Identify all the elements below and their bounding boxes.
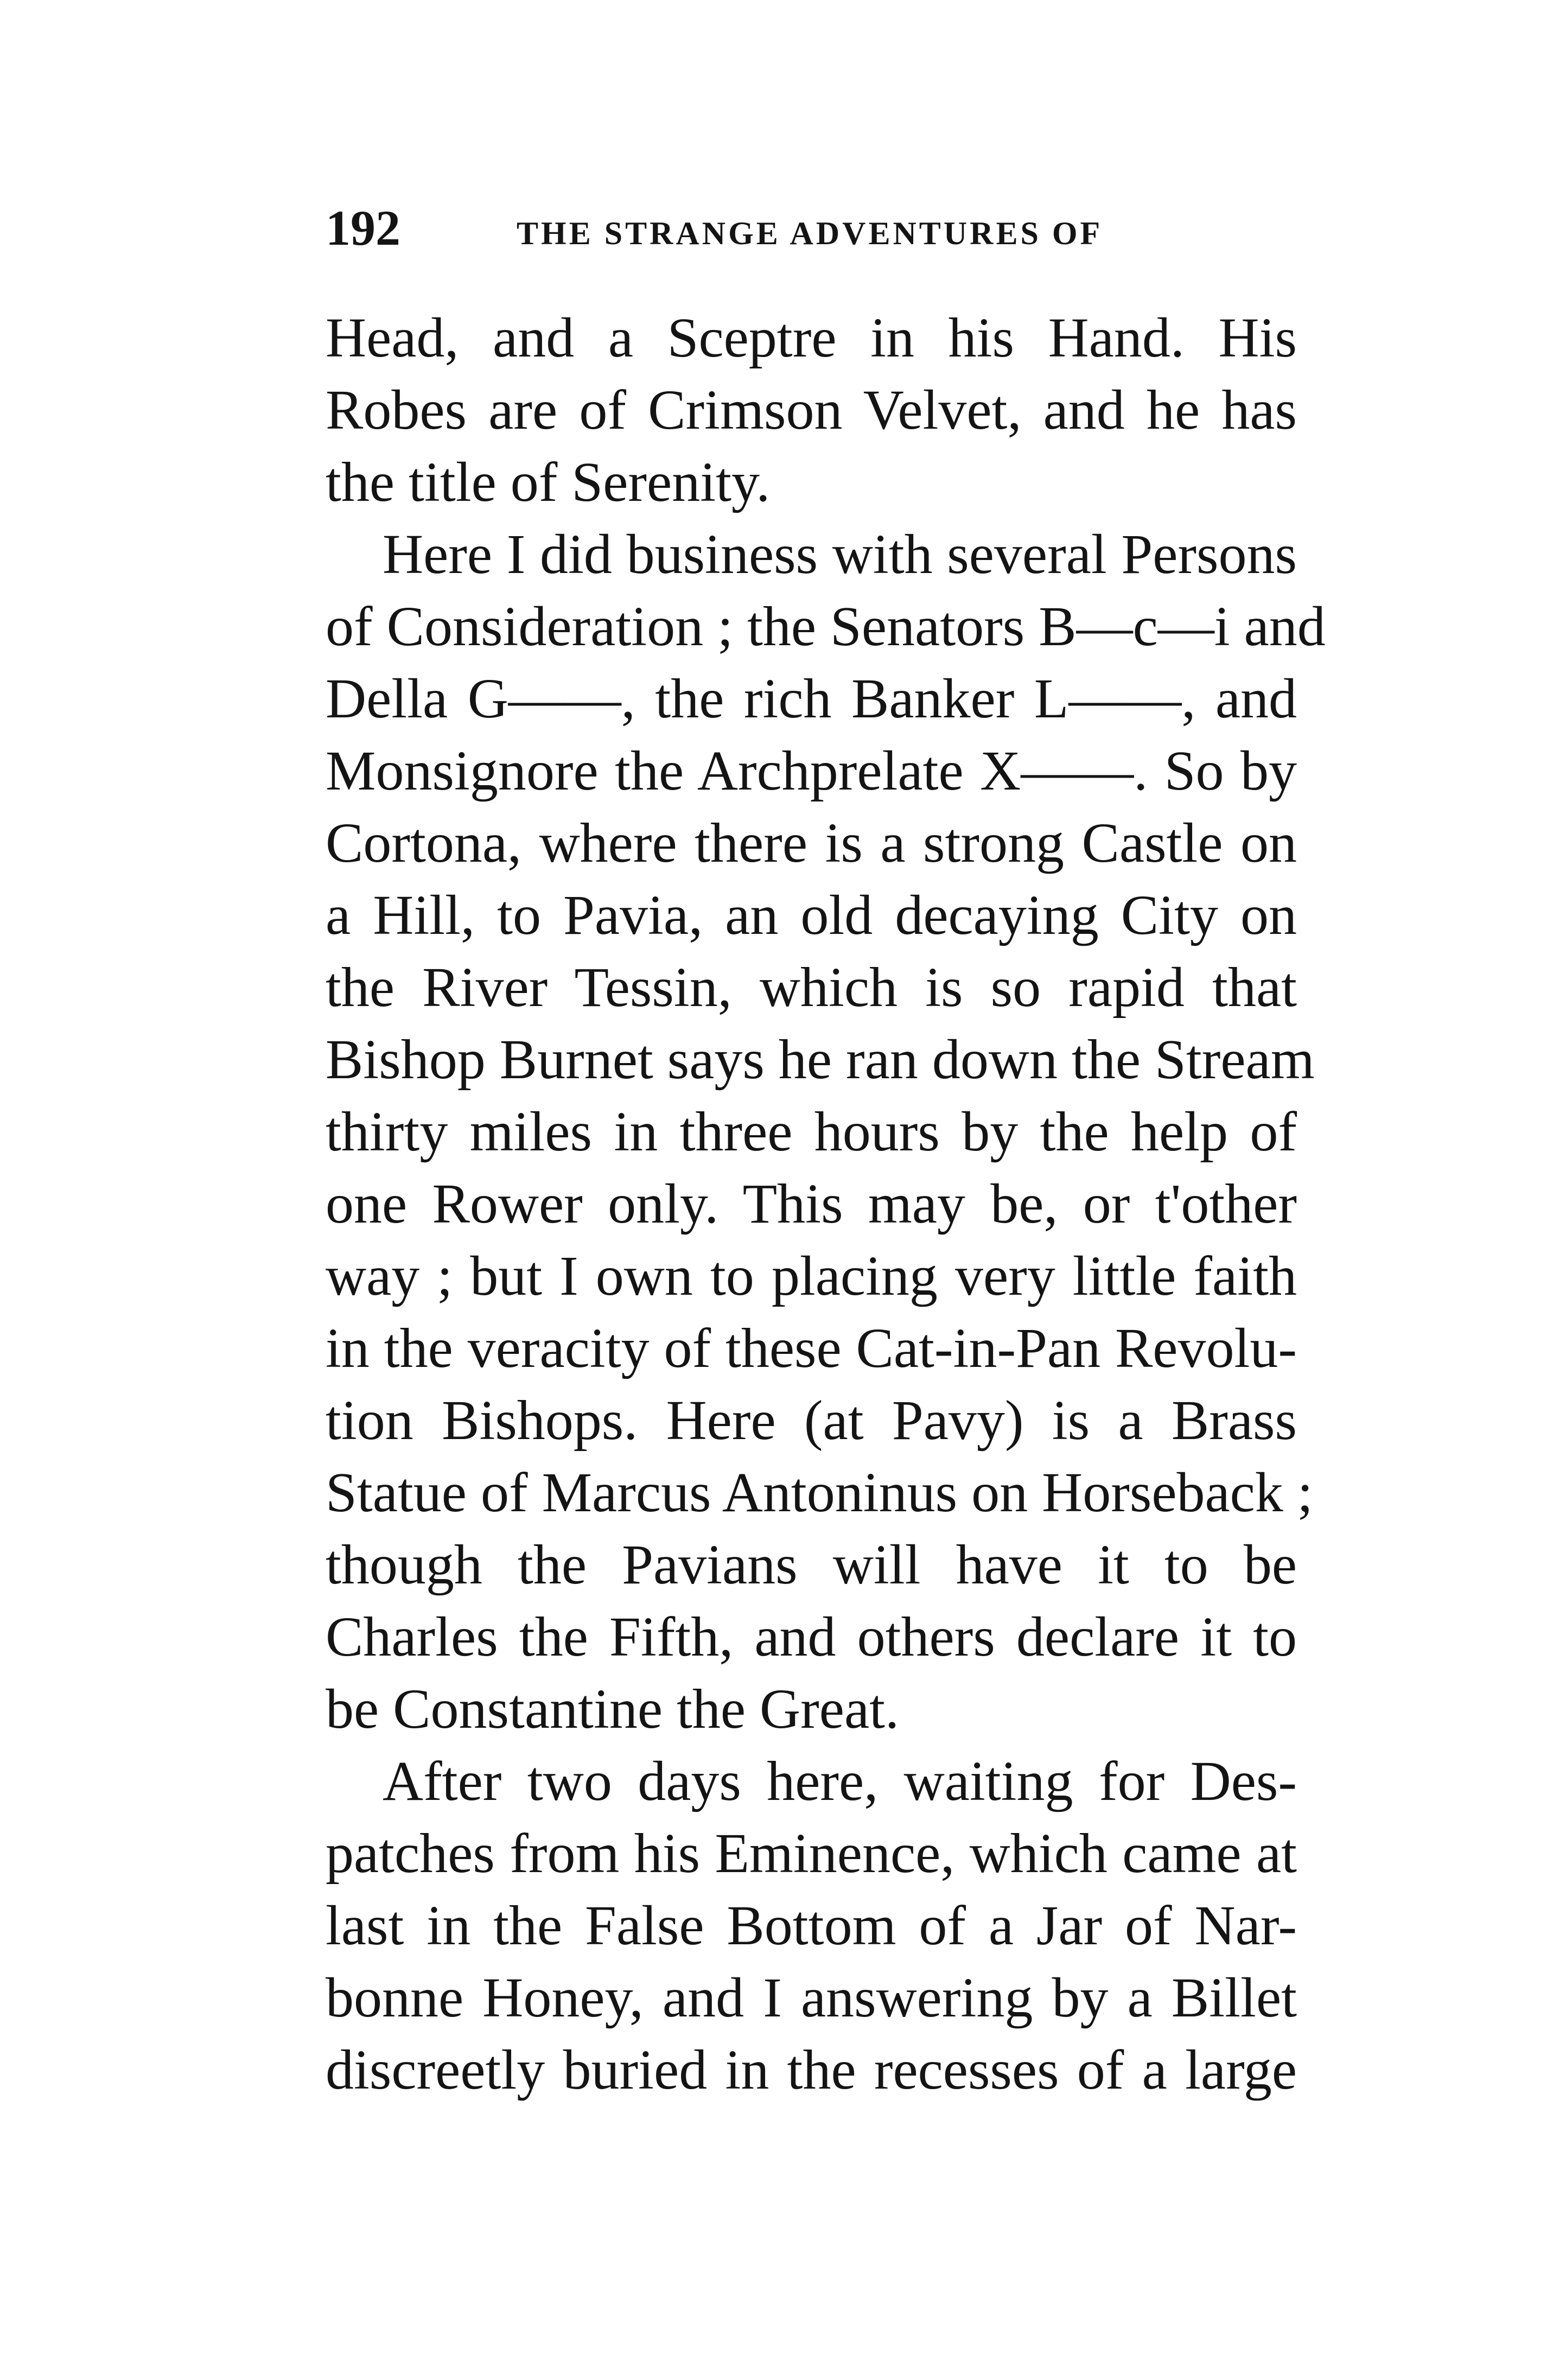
text-line: patches from his Eminence, which came at <box>326 1822 1297 1885</box>
text-line: of Consideration ; the Senators B—c—i and <box>326 595 1326 658</box>
text-line: one Rower only. This may be, or t'other <box>326 1173 1297 1235</box>
text-line: in the veracity of these Cat-in-Pan Revolu- <box>326 1317 1297 1379</box>
text-line: tion Bishops. Here (at Pavy) is a Brass <box>326 1389 1297 1452</box>
text-line: Statue of Marcus Antoninus on Horseback ; <box>326 1461 1313 1524</box>
text-line: a Hill, to Pavia, an old decaying City on <box>326 884 1297 946</box>
running-title: THE STRANGE ADVENTURES OF <box>517 215 1103 251</box>
text-line: Cortona, where there is a strong Castle on <box>326 812 1297 874</box>
text-line: Here I did business with several Persons <box>383 523 1297 586</box>
text-line: Head, and a Sceptre in his Hand. His <box>326 307 1297 369</box>
text-line: Bishop Burnet says he ran down the Stream <box>326 1028 1315 1091</box>
body-text <box>326 302 1326 2106</box>
text-line: bonne Honey, and I answering by a Billet <box>326 1967 1297 2029</box>
text-line: be Constantine the Great. <box>326 1678 900 1740</box>
paragraph-3 <box>326 1745 1297 2106</box>
page-number: 192 <box>326 200 400 256</box>
text-line: the River Tessin, which is so rapid that <box>326 956 1297 1019</box>
text-line: though the Pavians will have it to be <box>326 1533 1297 1596</box>
text-line: After two days here, waiting for Des- <box>383 1750 1297 1812</box>
text-line: Della G——, the rich Banker L——, and <box>326 667 1297 730</box>
paragraph-2 <box>326 518 1326 1745</box>
text-line: way ; but I own to placing very little faith <box>326 1245 1297 1307</box>
text-line: discreetly buried in the recesses of a large <box>326 2039 1297 2101</box>
text-line: thirty miles in three hours by the help of <box>326 1100 1297 1163</box>
running-head <box>326 195 1302 260</box>
text-line: last in the False Bottom of a Jar of Nar- <box>326 1894 1297 1957</box>
text-line: Charles the Fifth, and others declare it to <box>326 1606 1297 1668</box>
text-line: Robes are of Crimson Velvet, and he has <box>326 379 1297 441</box>
text-line: the title of Serenity. <box>326 451 771 513</box>
paragraph-1 <box>326 302 1297 518</box>
text-line: Monsignore the Archprelate X——. So by <box>326 740 1297 802</box>
